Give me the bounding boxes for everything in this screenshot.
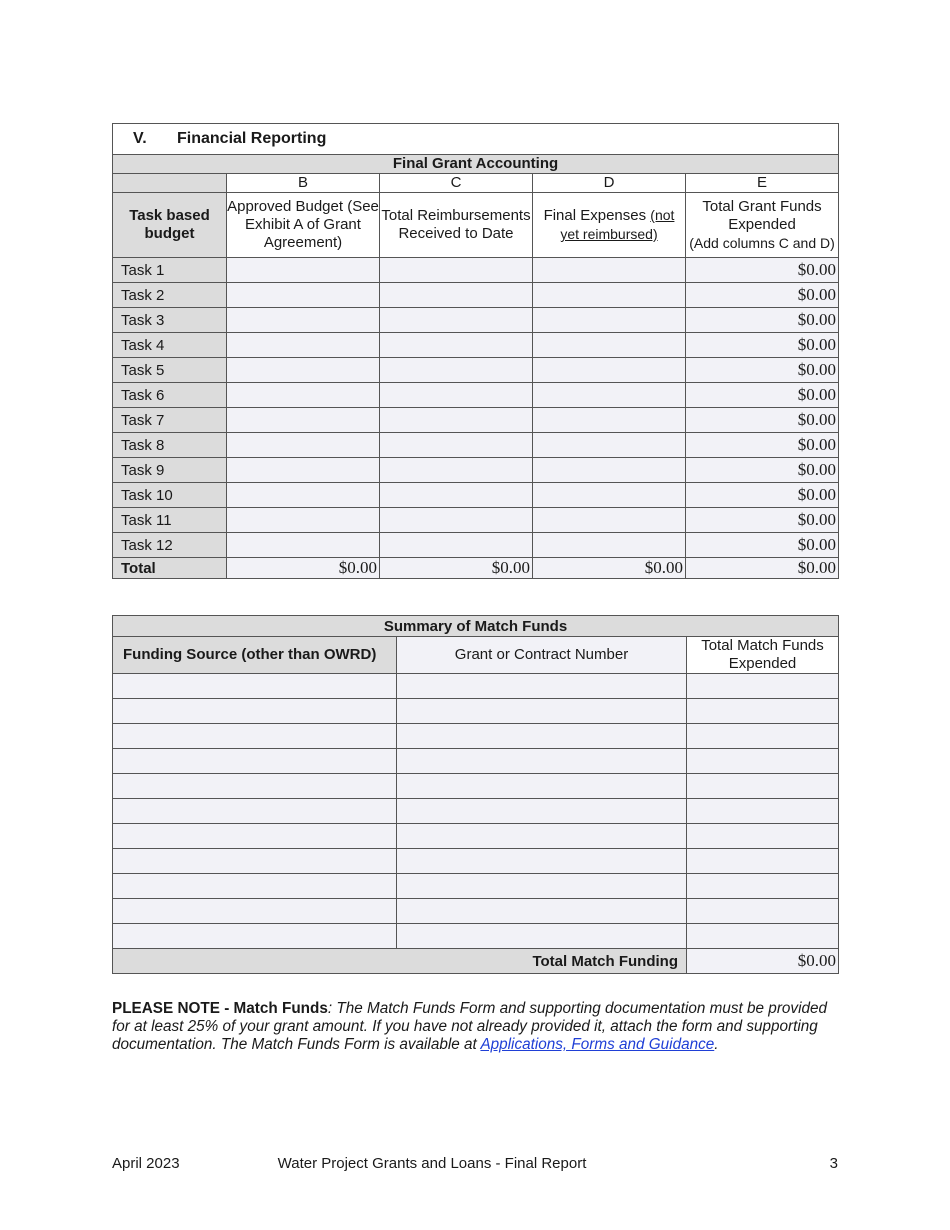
match-funds-expended-field[interactable] <box>687 899 839 924</box>
approved-budget-input[interactable] <box>227 358 379 382</box>
task-row <box>113 533 839 558</box>
final-expenses-input[interactable] <box>533 483 685 507</box>
column-letter-e: E <box>686 174 839 193</box>
match-funds-expended-input[interactable] <box>687 874 838 898</box>
final-expenses-field[interactable] <box>533 458 686 483</box>
footer-title: Water Project Grants and Loans - Final Report <box>277 1155 587 1172</box>
funding-source-input[interactable] <box>113 849 396 873</box>
reimbursements-field[interactable] <box>380 533 533 558</box>
task-label: Task 2 <box>113 283 227 308</box>
task-label: Task 1 <box>113 258 227 283</box>
final-expenses-field[interactable] <box>533 533 686 558</box>
contract-number-field[interactable] <box>397 724 687 749</box>
final-grant-accounting-table <box>112 123 839 579</box>
page-footer <box>112 1155 838 1175</box>
final-expenses-field[interactable] <box>533 258 686 283</box>
reimbursements-input[interactable] <box>380 283 532 307</box>
applications-forms-guidance-link[interactable]: Applications, Forms and Guidance <box>480 1036 715 1053</box>
task-total-expended: $0.00 <box>686 283 839 308</box>
reimbursements-input[interactable] <box>380 533 532 557</box>
column-header-approved-budget: Approved Budget (See Exhibit A of Grant Agreement) <box>227 193 380 258</box>
reimbursements-input[interactable] <box>380 258 532 282</box>
reimbursements-input[interactable] <box>380 308 532 332</box>
funding-source-input[interactable] <box>113 924 396 948</box>
contract-number-field[interactable] <box>397 774 687 799</box>
column-header-reimbursements: Total Reimbursements Received to Date <box>380 193 533 258</box>
final-expenses-field[interactable] <box>533 383 686 408</box>
task-row <box>113 333 839 358</box>
reimbursements-field[interactable] <box>380 308 533 333</box>
approved-budget-input[interactable] <box>227 258 379 282</box>
approved-budget-input[interactable] <box>227 533 379 557</box>
funding-source-input[interactable] <box>113 749 396 773</box>
approved-budget-field[interactable] <box>227 483 380 508</box>
section-title: Financial Reporting <box>177 130 327 147</box>
reimbursements-input[interactable] <box>380 508 532 532</box>
contract-number-field[interactable] <box>397 924 687 949</box>
note-body: : The Match Funds Form and supporting documentation must be provided for at least 25% of your grant amount. If you have not already provided it, attach the form and supporting documentation. The Match Funds Form is available at <box>112 1000 827 1053</box>
total-expended-label: Total Grant Funds Expended <box>702 198 822 233</box>
footer-date: April 2023 <box>112 1155 180 1172</box>
reimbursements-input[interactable] <box>380 383 532 407</box>
reimbursements-field[interactable] <box>380 508 533 533</box>
funding-source-field[interactable] <box>113 674 397 699</box>
match-funds-expended-field[interactable] <box>687 799 839 824</box>
column-letter-c: C <box>380 174 533 193</box>
reimbursements-field[interactable] <box>380 358 533 383</box>
task-total-expended: $0.00 <box>686 508 839 533</box>
funding-source-input[interactable] <box>113 674 396 698</box>
approved-budget-field[interactable] <box>227 258 380 283</box>
final-expenses-field[interactable] <box>533 283 686 308</box>
task-label: Task 7 <box>113 408 227 433</box>
final-expenses-field[interactable] <box>533 408 686 433</box>
task-row <box>113 358 839 383</box>
funding-source-input[interactable] <box>113 899 396 923</box>
column-letter-a <box>113 174 227 193</box>
task-total-expended: $0.00 <box>686 408 839 433</box>
match-row <box>113 924 839 949</box>
task-row <box>113 383 839 408</box>
task-label: Task 6 <box>113 383 227 408</box>
match-row <box>113 799 839 824</box>
final-expenses-input[interactable] <box>533 533 685 557</box>
match-funds-expended-field[interactable] <box>687 699 839 724</box>
reimbursements-input[interactable] <box>380 483 532 507</box>
final-expenses-input[interactable] <box>533 433 685 457</box>
match-funds-table <box>112 615 839 974</box>
task-row <box>113 433 839 458</box>
funding-source-field[interactable] <box>113 724 397 749</box>
contract-number-field[interactable] <box>397 849 687 874</box>
reimbursements-field[interactable] <box>380 258 533 283</box>
total-match-funding-label: Total Match Funding <box>113 949 687 974</box>
total-reimbursements: $0.00 <box>380 558 533 579</box>
final-expenses-qualifier: (not yet reimbursed) <box>560 207 675 242</box>
contract-number-input[interactable] <box>397 774 686 798</box>
funding-source-field[interactable] <box>113 824 397 849</box>
final-grant-accounting-title: Final Grant Accounting <box>113 155 839 174</box>
final-expenses-field[interactable] <box>533 433 686 458</box>
funding-source-field[interactable] <box>113 799 397 824</box>
funding-source-field[interactable] <box>113 924 397 949</box>
approved-budget-field[interactable] <box>227 408 380 433</box>
section-header <box>113 124 839 155</box>
total-approved-budget: $0.00 <box>227 558 380 579</box>
approved-budget-field[interactable] <box>227 283 380 308</box>
final-expenses-field[interactable] <box>533 483 686 508</box>
contract-number-input[interactable] <box>397 899 686 923</box>
match-funds-expended-field[interactable] <box>687 674 839 699</box>
column-header-contract-number: Grant or Contract Number <box>397 637 687 674</box>
funding-source-input[interactable] <box>113 799 396 823</box>
note-end: . <box>714 1036 719 1053</box>
column-header-final-expenses <box>533 193 686 258</box>
task-label: Task 9 <box>113 458 227 483</box>
reimbursements-input[interactable] <box>380 458 532 482</box>
match-row <box>113 749 839 774</box>
column-letter-b: B <box>227 174 380 193</box>
contract-number-input[interactable] <box>397 874 686 898</box>
contract-number-input[interactable] <box>397 924 686 948</box>
match-row <box>113 849 839 874</box>
contract-number-input[interactable] <box>397 724 686 748</box>
reimbursements-field[interactable] <box>380 283 533 308</box>
task-total-expended: $0.00 <box>686 333 839 358</box>
approved-budget-input[interactable] <box>227 483 379 507</box>
funding-source-field[interactable] <box>113 774 397 799</box>
task-total-expended: $0.00 <box>686 458 839 483</box>
final-expenses-input[interactable] <box>533 383 685 407</box>
match-funds-expended-input[interactable] <box>687 899 838 923</box>
reimbursements-field[interactable] <box>380 433 533 458</box>
funding-source-input[interactable] <box>113 874 396 898</box>
approved-budget-input[interactable] <box>227 508 379 532</box>
match-funds-expended-field[interactable] <box>687 724 839 749</box>
approved-budget-input[interactable] <box>227 308 379 332</box>
approved-budget-field[interactable] <box>227 458 380 483</box>
task-row <box>113 408 839 433</box>
match-funds-expended-input[interactable] <box>687 749 838 773</box>
column-header-match-total: Total Match Funds Expended <box>687 637 839 674</box>
task-label: Task 3 <box>113 308 227 333</box>
approved-budget-field[interactable] <box>227 533 380 558</box>
final-expenses-input[interactable] <box>533 258 685 282</box>
approved-budget-field[interactable] <box>227 333 380 358</box>
final-expenses-label: Final Expenses <box>543 207 651 224</box>
final-expenses-field[interactable] <box>533 308 686 333</box>
match-funds-expended-input[interactable] <box>687 924 838 948</box>
contract-number-input[interactable] <box>397 799 686 823</box>
task-label: Task 8 <box>113 433 227 458</box>
task-total-expended: $0.00 <box>686 383 839 408</box>
note-lead: PLEASE NOTE - Match Funds <box>112 1000 328 1017</box>
contract-number-field[interactable] <box>397 899 687 924</box>
match-row <box>113 899 839 924</box>
match-funds-expended-input[interactable] <box>687 774 838 798</box>
final-expenses-field[interactable] <box>533 333 686 358</box>
contract-number-field[interactable] <box>397 699 687 724</box>
contract-number-input[interactable] <box>397 849 686 873</box>
funding-source-field[interactable] <box>113 849 397 874</box>
task-total-expended: $0.00 <box>686 258 839 283</box>
section-number: V. <box>133 130 147 147</box>
total-row-label: Total <box>113 558 227 579</box>
task-label: Task 4 <box>113 333 227 358</box>
match-funds-note <box>112 1000 842 1054</box>
approved-budget-field[interactable] <box>227 508 380 533</box>
task-label: Task 5 <box>113 358 227 383</box>
task-total-expended: $0.00 <box>686 483 839 508</box>
final-expenses-input[interactable] <box>533 308 685 332</box>
approved-budget-input[interactable] <box>227 333 379 357</box>
final-expenses-input[interactable] <box>533 458 685 482</box>
final-expenses-field[interactable] <box>533 508 686 533</box>
total-expended-note: (Add columns C and D) <box>689 235 835 251</box>
match-row <box>113 674 839 699</box>
reimbursements-field[interactable] <box>380 383 533 408</box>
task-total-expended: $0.00 <box>686 433 839 458</box>
total-grant-funds-expended: $0.00 <box>686 558 839 579</box>
task-row <box>113 483 839 508</box>
reimbursements-input[interactable] <box>380 408 532 432</box>
reimbursements-input[interactable] <box>380 358 532 382</box>
task-row <box>113 508 839 533</box>
approved-budget-field[interactable] <box>227 383 380 408</box>
column-header-funding-source: Funding Source (other than OWRD) <box>113 637 397 674</box>
match-funds-expended-input[interactable] <box>687 824 838 848</box>
match-funds-expended-input[interactable] <box>687 699 838 723</box>
final-expenses-input[interactable] <box>533 508 685 532</box>
reimbursements-field[interactable] <box>380 458 533 483</box>
match-row <box>113 874 839 899</box>
contract-number-field[interactable] <box>397 749 687 774</box>
column-letter-d: D <box>533 174 686 193</box>
reimbursements-field[interactable] <box>380 333 533 358</box>
final-expenses-input[interactable] <box>533 333 685 357</box>
total-match-funding-value: $0.00 <box>687 949 839 974</box>
funding-source-field[interactable] <box>113 749 397 774</box>
final-expenses-field[interactable] <box>533 358 686 383</box>
task-label: Task 11 <box>113 508 227 533</box>
match-row <box>113 699 839 724</box>
reimbursements-input[interactable] <box>380 333 532 357</box>
match-funds-expended-field[interactable] <box>687 824 839 849</box>
match-funds-expended-field[interactable] <box>687 749 839 774</box>
approved-budget-input[interactable] <box>227 383 379 407</box>
contract-number-input[interactable] <box>397 674 686 698</box>
task-row <box>113 283 839 308</box>
funding-source-field[interactable] <box>113 699 397 724</box>
funding-source-field[interactable] <box>113 899 397 924</box>
match-rows <box>113 674 839 949</box>
match-funds-expended-input[interactable] <box>687 849 838 873</box>
funding-source-input[interactable] <box>113 824 396 848</box>
task-row <box>113 458 839 483</box>
match-row <box>113 774 839 799</box>
match-funds-expended-input[interactable] <box>687 674 838 698</box>
approved-budget-input[interactable] <box>227 458 379 482</box>
approved-budget-input[interactable] <box>227 408 379 432</box>
final-expenses-input[interactable] <box>533 358 685 382</box>
match-funds-expended-input[interactable] <box>687 799 838 823</box>
reimbursements-field[interactable] <box>380 408 533 433</box>
reimbursements-input[interactable] <box>380 433 532 457</box>
contract-number-input[interactable] <box>397 824 686 848</box>
approved-budget-input[interactable] <box>227 283 379 307</box>
total-final-expenses: $0.00 <box>533 558 686 579</box>
reimbursements-field[interactable] <box>380 483 533 508</box>
task-row <box>113 308 839 333</box>
match-row <box>113 824 839 849</box>
footer-page-number: 3 <box>829 1155 838 1172</box>
funding-source-input[interactable] <box>113 774 396 798</box>
funding-source-field[interactable] <box>113 874 397 899</box>
contract-number-field[interactable] <box>397 824 687 849</box>
contract-number-field[interactable] <box>397 674 687 699</box>
match-row <box>113 724 839 749</box>
match-funds-expended-field[interactable] <box>687 774 839 799</box>
task-label: Task 12 <box>113 533 227 558</box>
column-header-task: Task based budget <box>113 193 227 258</box>
match-funds-expended-input[interactable] <box>687 724 838 748</box>
match-funds-expended-field[interactable] <box>687 874 839 899</box>
task-total-expended: $0.00 <box>686 533 839 558</box>
contract-number-field[interactable] <box>397 799 687 824</box>
contract-number-input[interactable] <box>397 749 686 773</box>
approved-budget-field[interactable] <box>227 308 380 333</box>
approved-budget-field[interactable] <box>227 358 380 383</box>
approved-budget-input[interactable] <box>227 433 379 457</box>
funding-source-input[interactable] <box>113 699 396 723</box>
final-expenses-input[interactable] <box>533 283 685 307</box>
approved-budget-field[interactable] <box>227 433 380 458</box>
task-total-expended: $0.00 <box>686 358 839 383</box>
contract-number-input[interactable] <box>397 699 686 723</box>
task-total-expended: $0.00 <box>686 308 839 333</box>
task-label: Task 10 <box>113 483 227 508</box>
column-header-total-expended <box>686 193 839 258</box>
final-expenses-input[interactable] <box>533 408 685 432</box>
contract-number-field[interactable] <box>397 874 687 899</box>
funding-source-input[interactable] <box>113 724 396 748</box>
task-row <box>113 258 839 283</box>
match-funds-expended-field[interactable] <box>687 924 839 949</box>
task-rows <box>113 258 839 558</box>
match-funds-title: Summary of Match Funds <box>113 616 839 637</box>
match-funds-expended-field[interactable] <box>687 849 839 874</box>
